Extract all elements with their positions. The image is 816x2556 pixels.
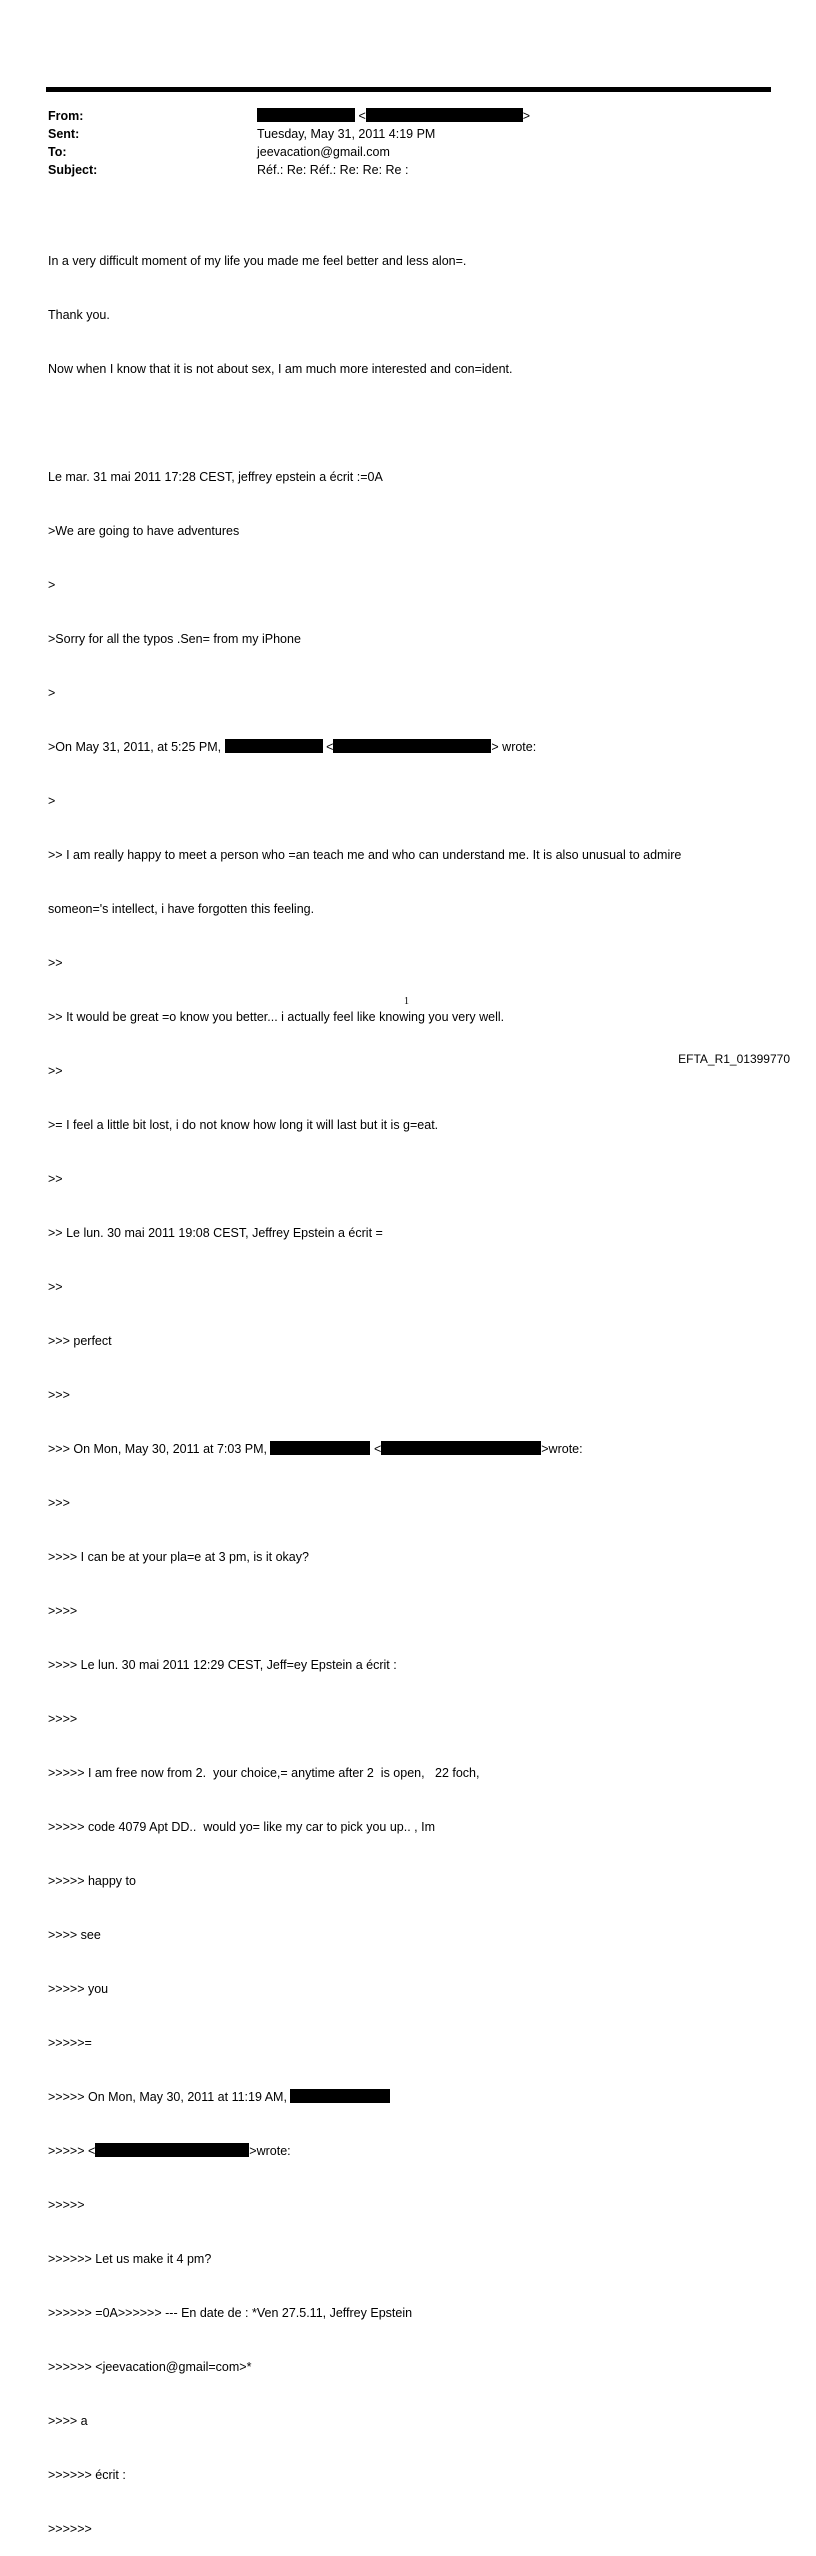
body-line: >Sorry for all the typos .Sen= from my iPhone [48,632,301,646]
quote-lt: < [322,740,334,754]
body-line: >>> [48,1388,70,1402]
redaction-box [270,1441,370,1455]
body-line [48,2142,778,2160]
to-value: jeevacation@gmail.com [257,145,390,159]
body-line: >We are going to have adventures [48,524,240,538]
body-line: > [48,794,56,808]
body-line: >>>>> code 4079 Apt DD.. would yo= like my car to pick you up.. , Im [48,1820,436,1834]
sent-label: Sent: [48,127,80,141]
redaction-box [225,739,323,753]
body-line: >>>>> happy to [48,1874,136,1888]
body-line: >> I am really happy to meet a person who =an teach me and who can understand me. It is also unusual to admire [48,848,682,862]
body-line: >>>> I can be at your pla=e at 3 pm, is it okay? [48,1550,309,1564]
body-line: >>>> [48,1604,78,1618]
body-line: >>>>> you [48,1982,109,1996]
body-line: >> [48,956,63,970]
body-line: >> [48,1172,63,1186]
from-lt: < [358,109,366,123]
redaction-box [366,108,523,122]
to-label: To: [48,145,67,159]
body-line [48,414,778,432]
from-gt: > [522,109,531,123]
from-label: From: [48,109,84,123]
quote-wrote: > wrote: [491,740,537,754]
redaction-box [290,2089,390,2103]
quote-prefix: >>> On Mon, May 30, 2011 at 7:03 PM, [48,1442,271,1456]
body-line: >> Le lun. 30 mai 2011 19:08 CEST, Jeffrey Epstein a écrit = [48,1226,383,1240]
subject-label: Subject: [48,163,98,177]
body-line: >>>> [48,1712,78,1726]
body-line: > [48,686,56,700]
body-line: >> [48,1064,63,1078]
quote-lt: < [370,1442,382,1456]
body-line: >>> perfect [48,1334,112,1348]
body-line: >>>>> [48,2198,85,2212]
body-line: >>>>>> écrit : [48,2468,126,2482]
body-line: >>>>> I am free now from 2. your choice,= anytime after 2 is open, 22 foch, [48,1766,480,1780]
subject-value: Réf.: Re: Réf.: Re: Re: Re : [257,163,409,177]
quote-prefix: >On May 31, 2011, at 5:25 PM, [48,740,225,754]
body-line: >>>> see [48,1928,101,1942]
body-line: >> It would be great =o know you better... i actually feel like knowing you very well. [48,1010,505,1024]
body-line [48,1440,778,1458]
body-line: >>>>>> <jeevacation@gmail=com>* [48,2360,252,2374]
body-line: >>> [48,1496,70,1510]
body-line: >> [48,1280,63,1294]
quote-prefix: >>>>> < [48,2144,96,2158]
email-body [48,216,778,2556]
body-line: >= I feel a little bit lost, i do not know how long it will last but it is g=eat. [48,1118,439,1132]
body-line: Le mar. 31 mai 2011 17:28 CEST, jeffrey epstein a écrit :=0A [48,470,383,484]
body-line: > [48,578,56,592]
body-line: Thank you. [48,308,110,322]
redaction-box [257,108,355,122]
body-line: >>>> Le lun. 30 mai 2011 12:29 CEST, Jeff=ey Epstein a écrit : [48,1658,397,1672]
redaction-box [333,739,491,753]
quote-wrote: >wrote: [541,1442,583,1456]
document-stamp: EFTA_R1_01399770 [678,1052,790,1066]
redaction-box [381,1441,541,1455]
header-rule [46,87,771,92]
body-line [48,738,778,756]
quote-wrote: >wrote: [249,2144,291,2158]
body-line: >>>>>> =0A>>>>>> --- En date de : *Ven 27.5.11, Jeffrey Epstein [48,2306,413,2320]
body-line: someon='s intellect, i have forgotten this feeling. [48,902,315,916]
body-line: >>>>>> [48,2522,92,2536]
page-number: 1 [404,996,409,1007]
redaction-box [95,2143,249,2157]
body-line: Now when I know that it is not about sex, I am much more interested and con=ident. [48,362,513,376]
body-line: >>>> a [48,2414,88,2428]
body-line: >>>>>> Let us make it 4 pm? [48,2252,212,2266]
quote-prefix: >>>>> On Mon, May 30, 2011 at 11:19 AM, [48,2090,291,2104]
body-line [48,2088,778,2106]
body-line: >>>>>= [48,2036,92,2050]
body-line: In a very difficult moment of my life you made me feel better and less alon=. [48,254,467,268]
sent-value: Tuesday, May 31, 2011 4:19 PM [257,127,436,141]
from-value [257,107,530,125]
